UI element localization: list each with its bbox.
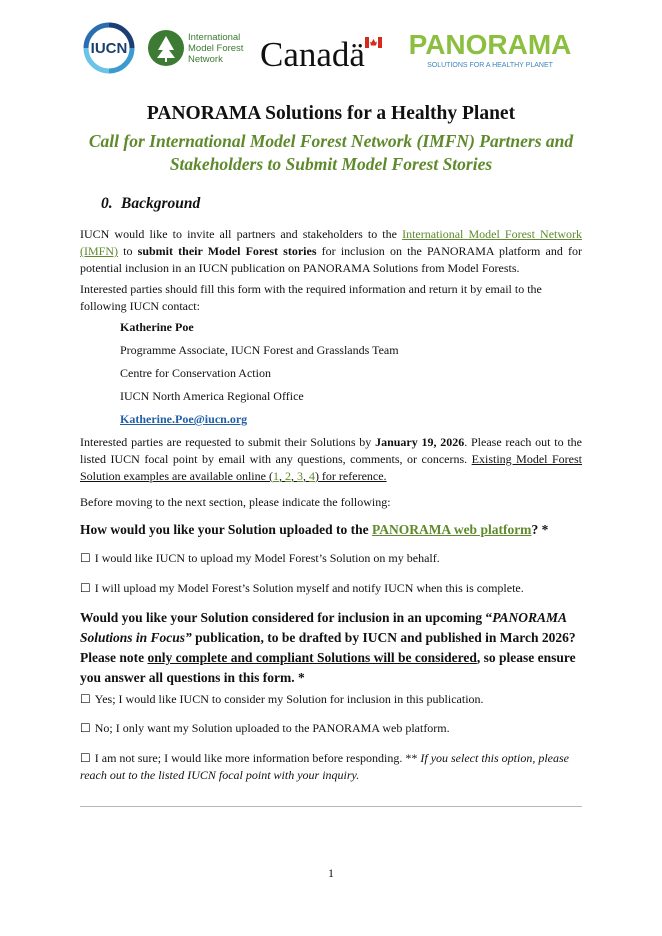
before-paragraph: Before moving to the next section, please indicate the following:: [80, 495, 391, 509]
question-publication-inclusion: Would you like your Solution considered for inclusion in an upcoming “PANORAMA Solutions in Focus” publication, to be drafted by IUCN and published in March 2026? Please note only complete and compliant Solutions will be considered, so please ensure you answer all questions in this form. *: [80, 610, 576, 685]
contact-email-row: [120, 412, 247, 427]
svg-text:Canadä: Canadä: [260, 35, 365, 74]
canada-flag-icon: [365, 37, 382, 48]
svg-text:IUCN: IUCN: [90, 40, 128, 57]
section-heading: 0. Background: [101, 195, 201, 212]
deadline-paragraph: Interested parties are requested to submit their Solutions by January 19, 2026. Please reach out to the listed IUCN focal point by email with any questions, comments, or concerns. Existing Model Forest Solution examples are available online (1, 2, 3, 4) for reference.: [80, 435, 582, 483]
checkbox-icon[interactable]: ☐: [80, 721, 91, 735]
svg-text:PANORAMA: PANORAMA: [408, 29, 572, 60]
page-subtitle: Call for International Model Forest Network (IMFN) Partners and Stakeholders to Submit Model Forest Stories: [88, 131, 574, 174]
svg-text:Network: Network: [188, 54, 223, 65]
not-sure-note: If you select this option, please reach out to the listed IUCN focal point with your inquiry.: [80, 751, 569, 782]
contact-name: Katherine Poe: [120, 320, 194, 334]
instructions-paragraph: Interested parties should fill this form with the required information and return it by email to the following IUCN contact:: [80, 282, 542, 313]
contact-email-link[interactable]: Katherine.Poe@iucn.org: [120, 412, 248, 426]
divider: [80, 806, 582, 807]
panorama-platform-link[interactable]: PANORAMA web platform: [371, 522, 532, 537]
svg-text:SOLUTIONS FOR A HEALTHY PLANET: SOLUTIONS FOR A HEALTHY PLANET: [427, 62, 553, 69]
option-self-upload[interactable]: ☐ I will upload my Model Forest’s Solution myself and notify IUCN when this is complete.: [80, 581, 524, 595]
checkbox-icon[interactable]: ☐: [80, 581, 91, 595]
page-title: PANORAMA Solutions for a Healthy Planet: [146, 103, 516, 124]
page-number: 1: [328, 866, 334, 880]
example-link-2[interactable]: 2: [284, 469, 291, 483]
canada-wordmark: [260, 22, 385, 74]
iucn-logo: [80, 22, 138, 74]
option-no[interactable]: ☐ No; I only want my Solution uploaded to the PANORAMA web platform.: [80, 721, 450, 735]
option-not-sure[interactable]: ☐ I am not sure; I would like more information before responding. ** If you select this option, please reach out to the listed IUCN focal point with your inquiry.: [80, 751, 569, 782]
logo-bar: [80, 22, 582, 74]
contact-centre: Centre for Conservation Action: [120, 366, 271, 380]
imfn-link[interactable]: International Model Forest Network (IMFN): [80, 227, 583, 258]
checkbox-icon[interactable]: ☐: [80, 551, 91, 565]
question-upload-method: How would you like your Solution uploaded to the PANORAMA web platform? *: [80, 522, 549, 537]
svg-text:Model Forest: Model Forest: [188, 43, 244, 54]
panorama-logo: [398, 22, 582, 74]
checkbox-icon[interactable]: ☐: [80, 751, 91, 765]
contact-office: IUCN North America Regional Office: [120, 389, 304, 403]
option-yes[interactable]: ☐ Yes; I would like IUCN to consider my Solution for inclusion in this publication.: [80, 692, 484, 706]
example-link-1[interactable]: 1: [272, 469, 279, 483]
intro-paragraph: IUCN would like to invite all partners and stakeholders to the International Model Forest Network (IMFN) to submit their Model Forest stories for inclusion on the PANORAMA platform and for potential inclusion in an IUCN publication on PANORAMA Solutions from Model Forests.: [80, 227, 583, 275]
example-link-3[interactable]: 3: [296, 469, 303, 483]
contact-role: Programme Associate, IUCN Forest and Grasslands Team: [120, 343, 399, 357]
checkbox-icon[interactable]: ☐: [80, 692, 91, 706]
example-link-4[interactable]: 4: [308, 469, 315, 483]
svg-text:International: International: [188, 32, 241, 43]
imfn-logo: [146, 22, 256, 74]
option-iucn-upload[interactable]: ☐ I would like IUCN to upload my Model Forest’s Solution on my behalf.: [80, 551, 440, 565]
